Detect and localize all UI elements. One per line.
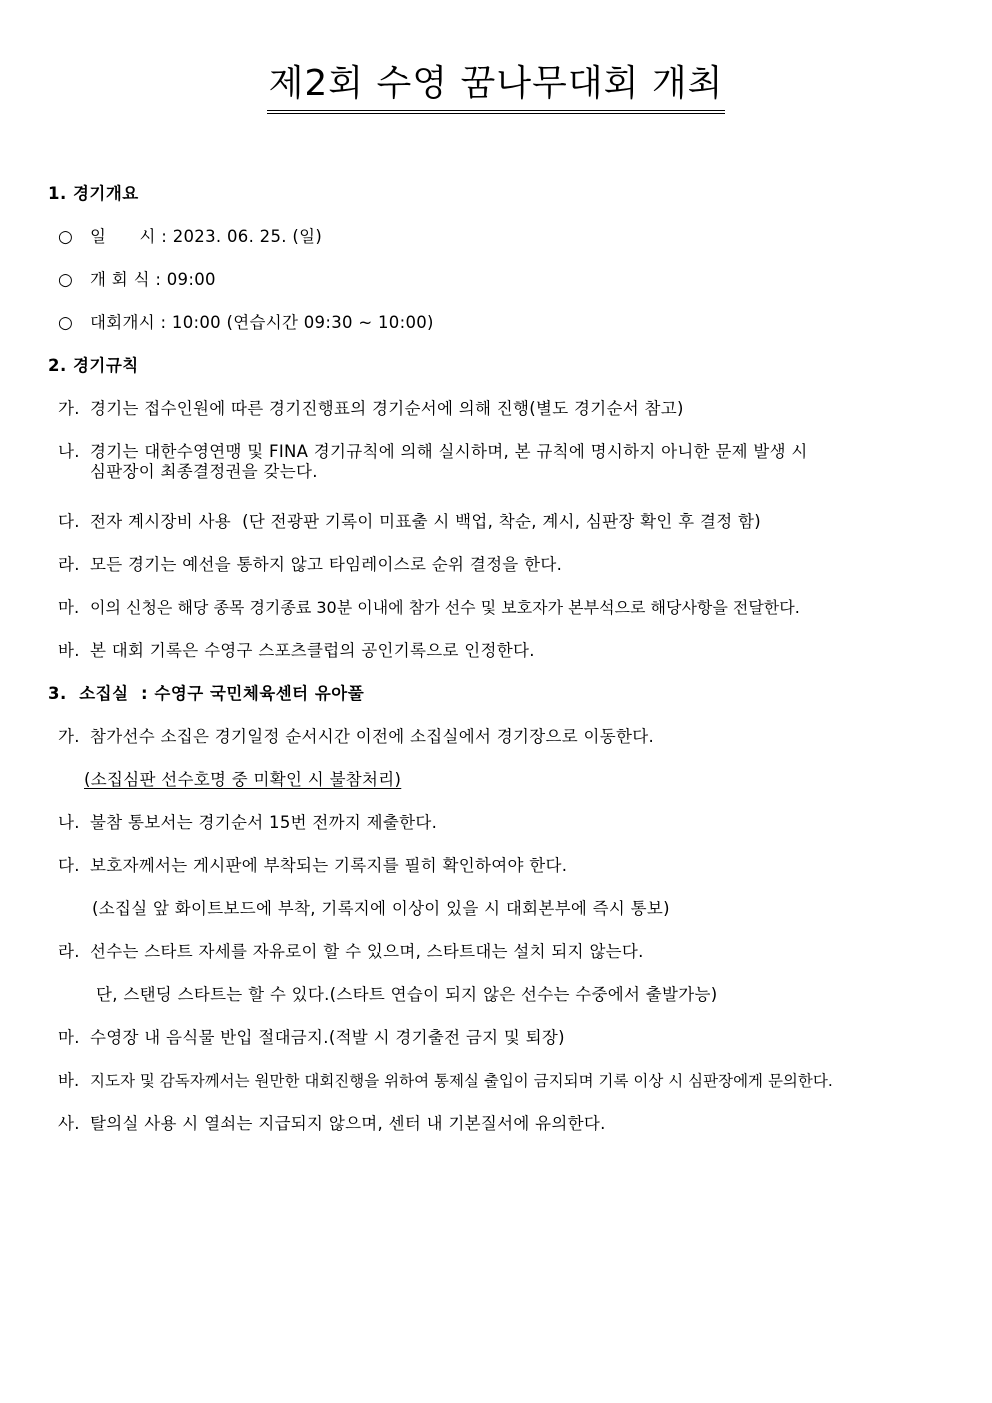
callroom-note bbox=[48, 762, 948, 805]
item-marker: 라. bbox=[58, 942, 80, 961]
page-title: 제2회 수영 꿈나무대회 개최 bbox=[267, 60, 726, 114]
callroom-item bbox=[48, 1020, 948, 1063]
item-text: 본 대회 기록은 수영구 스포츠클럽의 공인기록으로 인정한다. bbox=[90, 641, 535, 660]
item-marker: 바. bbox=[58, 641, 80, 660]
item-text: 개 회 식 : 09:00 bbox=[90, 270, 216, 289]
item-marker: 다. bbox=[58, 512, 80, 531]
item-marker: 바. bbox=[58, 1071, 80, 1090]
item-text: 탈의실 사용 시 열쇠는 지급되지 않으며, 센터 내 기본질서에 유의한다. bbox=[90, 1114, 606, 1133]
underlined-note: (소집심판 선수호명 중 미확인 시 불참처리) bbox=[84, 770, 402, 789]
rule-item-continuation: 심판장이 최종결정권을 갖는다. bbox=[90, 462, 318, 481]
rule-item bbox=[48, 504, 948, 547]
item-marker: 사. bbox=[58, 1114, 80, 1133]
item-text: 수영장 내 음식물 반입 절대금지.(적발 시 경기출전 금지 및 퇴장) bbox=[90, 1028, 565, 1047]
callroom-note: (소집실 앞 화이트보드에 부착, 기록지에 이상이 있을 시 대회본부에 즉시 통보) bbox=[92, 899, 670, 918]
item-marker: 다. bbox=[58, 856, 80, 875]
callroom-item bbox=[48, 848, 948, 891]
item-marker: 나. bbox=[58, 442, 80, 461]
item-text: 지도자 및 감독자께서는 원만한 대회진행을 위하여 통제실 출입이 금지되며 기록 이상 시 심판장에게 문의한다. bbox=[90, 1072, 833, 1090]
rule-item bbox=[48, 434, 948, 462]
item-marker: 가. bbox=[58, 727, 80, 746]
overview-date bbox=[48, 219, 948, 262]
circle-bullet-icon: ○ bbox=[58, 270, 74, 290]
callroom-item bbox=[48, 1106, 948, 1149]
item-text: 보호자께서는 게시판에 부착되는 기록지를 필히 확인하여야 한다. bbox=[90, 856, 568, 875]
callroom-item bbox=[48, 1063, 948, 1106]
section-heading-rules: 2. 경기규칙 bbox=[48, 356, 139, 375]
item-text: 모든 경기는 예선을 통하지 않고 타임레이스로 순위 결정을 한다. bbox=[90, 555, 563, 574]
overview-opening bbox=[48, 262, 948, 305]
section-heading-callroom: 3. 소집실 : 수영구 국민체육센터 유아풀 bbox=[48, 684, 365, 703]
item-marker: 마. bbox=[58, 598, 80, 617]
rule-item bbox=[48, 633, 948, 676]
item-text: 이의 신청은 해당 종목 경기종료 30분 이내에 참가 선수 및 보호자가 본부석으로 해당사항을 전달한다. bbox=[90, 598, 800, 617]
circle-bullet-icon: ○ bbox=[58, 313, 74, 333]
item-text: 대회개시 : 10:00 (연습시간 09:30 ~ 10:00) bbox=[90, 313, 434, 332]
item-text: 참가선수 소집은 경기일정 순서시간 이전에 소집실에서 경기장으로 이동한다. bbox=[90, 727, 655, 746]
item-text: 경기는 접수인원에 따른 경기진행표의 경기순서에 의해 진행(별도 경기순서 참고) bbox=[90, 399, 684, 418]
rule-item bbox=[48, 391, 948, 434]
circle-bullet-icon: ○ bbox=[58, 227, 74, 247]
item-marker: 가. bbox=[58, 399, 80, 418]
item-text: 전자 계시장비 사용 (단 전광판 기록이 미표출 시 백업, 착순, 계시, 심판장 확인 후 결정 함) bbox=[90, 512, 761, 531]
rule-item bbox=[48, 590, 948, 633]
callroom-item bbox=[48, 934, 948, 977]
item-text: 선수는 스타트 자세를 자유로이 할 수 있으며, 스타트대는 설치 되지 않는다. bbox=[90, 942, 644, 961]
item-marker: 나. bbox=[58, 813, 80, 832]
item-marker: 라. bbox=[58, 555, 80, 574]
rule-item bbox=[48, 547, 948, 590]
callroom-item bbox=[48, 719, 948, 762]
title-wrap bbox=[0, 60, 992, 114]
item-text: 일 시 : 2023. 06. 25. (일) bbox=[90, 227, 323, 246]
callroom-item bbox=[48, 805, 948, 848]
item-text: 불참 통보서는 경기순서 15번 전까지 제출한다. bbox=[90, 813, 438, 832]
section-heading-overview: 1. 경기개요 bbox=[48, 184, 139, 203]
item-marker: 마. bbox=[58, 1028, 80, 1047]
callroom-note: 단, 스탠딩 스타트는 할 수 있다.(스타트 연습이 되지 않은 선수는 수중에서 출발가능) bbox=[96, 985, 718, 1004]
item-text: 경기는 대한수영연맹 및 FINA 경기규칙에 의해 실시하며, 본 규칙에 명시하지 아니한 문제 발생 시 bbox=[90, 442, 808, 461]
overview-start bbox=[48, 305, 948, 348]
document-body bbox=[48, 176, 948, 1149]
